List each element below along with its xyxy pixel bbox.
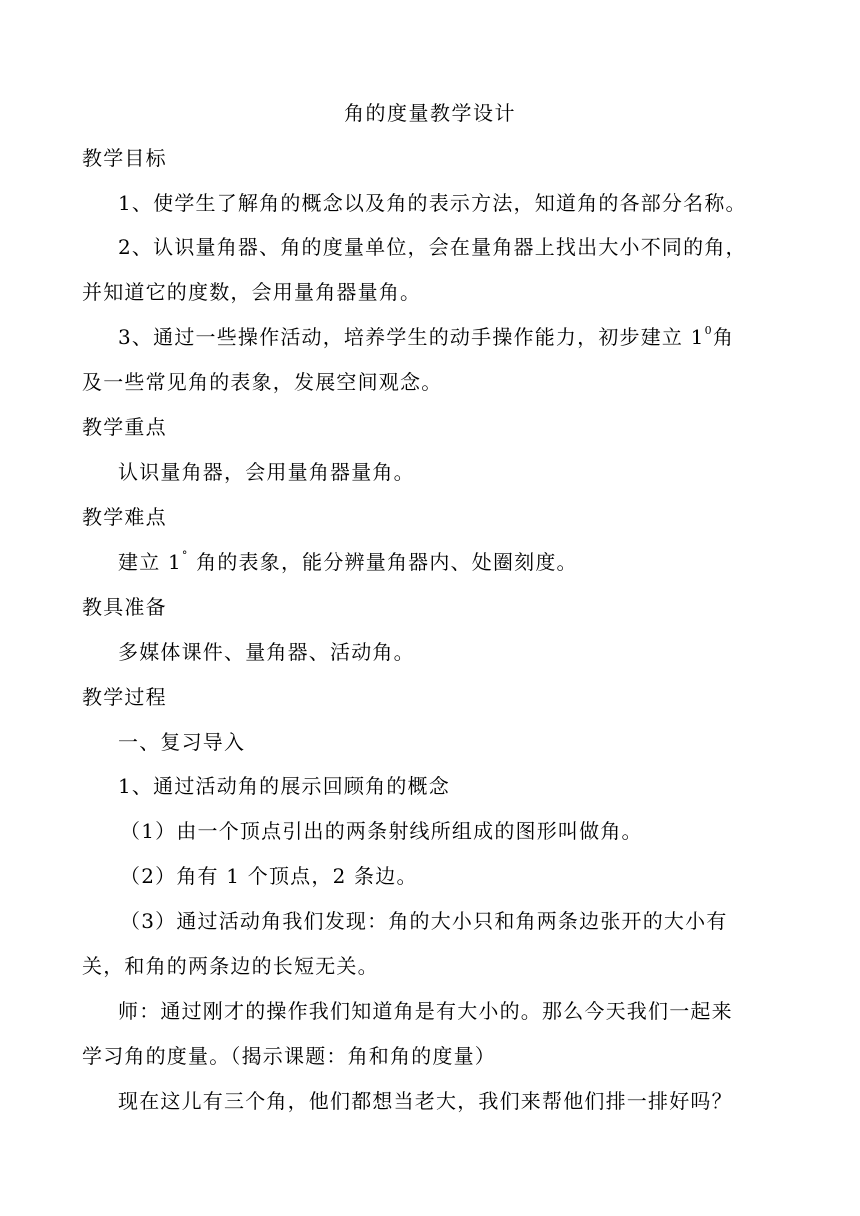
step-review-intro: 一、复习导入 [118, 730, 246, 754]
objective-3-text-end: 角 [712, 325, 735, 349]
objective-3-line-2: 及一些常见角的表象，发展空间观念。 [82, 370, 443, 394]
item-1: （1）由一个顶点引出的两条射线所组成的图形叫做角。 [120, 819, 643, 843]
objective-3-line-1 [118, 322, 734, 352]
teaching-aids-text: 多媒体课件、量角器、活动角。 [118, 640, 415, 664]
item-3-line-1: （3）通过活动角我们发现：角的大小只和角两条边张开的大小有 [120, 909, 728, 933]
key-points-text: 认识量角器，会用量角器量角。 [118, 460, 415, 484]
objective-2-line-1: 2、认识量角器、角的度量单位，会在量角器上找出大小不同的角， [118, 235, 747, 259]
closing-line: 现在这儿有三个角，他们都想当老大，我们来帮他们排一排好吗？ [118, 1089, 733, 1113]
objective-3-text: 3、通过一些操作活动，培养学生的动手操作能力，初步建立 1 [118, 325, 705, 349]
difficulties-text-end: 角的表象，能分辨量角器内、处圈刻度。 [188, 550, 578, 574]
item-2: （2）角有 1 个顶点，2 条边。 [120, 864, 418, 888]
difficulties-text [118, 547, 578, 577]
item-3-line-2: 关，和角的两条边的长短无关。 [82, 954, 379, 978]
teacher-line-2: 学习角的度量。（揭示课题：角和角的度量） [82, 1044, 496, 1068]
teacher-line-1: 师：通过刚才的操作我们知道角是有大小的。那么今天我们一起来 [118, 999, 733, 1023]
degree-superscript: 0 [704, 324, 713, 338]
difficulties-text-start: 建立 1 [118, 550, 182, 574]
heading-difficulties: 教学难点 [82, 505, 167, 529]
objective-2-line-2: 并知道它的度数，会用量角器量角。 [82, 280, 422, 304]
document-title: 角的度量教学设计 [344, 101, 516, 125]
heading-key-points: 教学重点 [82, 415, 167, 439]
objective-1: 1、使学生了解角的概念以及角的表示方法，知道角的各部分名称。 [118, 191, 747, 215]
heading-teaching-aids: 教具准备 [82, 595, 167, 619]
heading-process: 教学过程 [82, 685, 167, 709]
degree-mark: ° [181, 549, 189, 563]
step-1-1: 1、通过活动角的展示回顾角的概念 [118, 774, 450, 798]
heading-objectives: 教学目标 [82, 146, 167, 170]
